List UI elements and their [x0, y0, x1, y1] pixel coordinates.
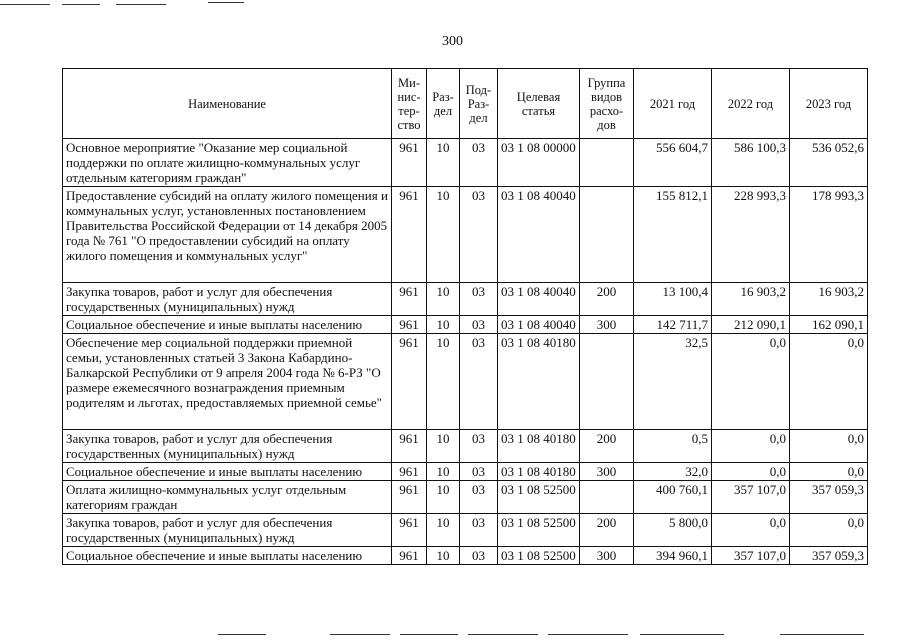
row-2021: 142 711,7	[634, 316, 712, 334]
header-ministry: Ми-нис-тер-ство	[392, 69, 427, 139]
row-2022: 0,0	[712, 514, 790, 547]
row-subsection: 03	[460, 481, 498, 514]
row-2022: 357 107,0	[712, 481, 790, 514]
row-target: 03 1 08 40180	[498, 463, 580, 481]
row-expense-group: 300	[580, 547, 634, 565]
row-section: 10	[427, 187, 460, 283]
row-section: 10	[427, 514, 460, 547]
row-ministry: 961	[392, 187, 427, 283]
row-subsection: 03	[460, 547, 498, 565]
row-2022: 0,0	[712, 334, 790, 430]
row-subsection: 03	[460, 430, 498, 463]
row-expense-group: 300	[580, 463, 634, 481]
row-expense-group: 200	[580, 430, 634, 463]
row-ministry: 961	[392, 139, 427, 187]
row-2023: 357 059,3	[790, 547, 868, 565]
scan-line-top	[0, 4, 50, 5]
row-2021: 394 960,1	[634, 547, 712, 565]
row-2021: 400 760,1	[634, 481, 712, 514]
table-row	[63, 283, 868, 316]
row-2022: 0,0	[712, 463, 790, 481]
row-expense-group: 300	[580, 316, 634, 334]
row-ministry: 961	[392, 481, 427, 514]
row-2023: 0,0	[790, 514, 868, 547]
row-2023: 0,0	[790, 430, 868, 463]
header-name: Наименование	[63, 69, 392, 139]
header-subsection: Под-Раз-дел	[460, 69, 498, 139]
row-2023: 0,0	[790, 463, 868, 481]
row-expense-group	[580, 139, 634, 187]
row-subsection: 03	[460, 463, 498, 481]
scan-line-bottom	[218, 634, 266, 635]
row-2023: 178 993,3	[790, 187, 868, 283]
scan-line-top	[208, 2, 244, 3]
page-number: 300	[442, 34, 463, 49]
row-target: 03 1 08 40040	[498, 316, 580, 334]
row-name: Социальное обеспечение и иные выплаты населению	[63, 316, 392, 334]
table-row	[63, 514, 868, 547]
row-name: Закупка товаров, работ и услуг для обеспечения государственных (муниципальных) нужд	[63, 283, 392, 316]
row-section: 10	[427, 463, 460, 481]
row-target: 03 1 08 40040	[498, 283, 580, 316]
header-target: Целевая статья	[498, 69, 580, 139]
row-2022: 357 107,0	[712, 547, 790, 565]
table-row	[63, 187, 868, 283]
table-row	[63, 316, 868, 334]
row-section: 10	[427, 430, 460, 463]
scan-line-bottom	[468, 634, 538, 635]
row-2021: 155 812,1	[634, 187, 712, 283]
budget-table	[62, 68, 868, 565]
scan-line-bottom	[548, 634, 628, 635]
row-ministry: 961	[392, 283, 427, 316]
row-2021: 5 800,0	[634, 514, 712, 547]
row-2023: 162 090,1	[790, 316, 868, 334]
header-2021: 2021 год	[634, 69, 712, 139]
header-section: Раз-дел	[427, 69, 460, 139]
row-2022: 0,0	[712, 430, 790, 463]
row-name: Основное мероприятие "Оказание мер социальной поддержки по оплате жилищно-коммунальных услуг отдельным категориям граждан"	[63, 139, 392, 187]
row-expense-group	[580, 481, 634, 514]
table-row	[63, 547, 868, 565]
table-row	[63, 463, 868, 481]
row-ministry: 961	[392, 316, 427, 334]
header-2022: 2022 год	[712, 69, 790, 139]
header-expense-group: Группа видов расхо-дов	[580, 69, 634, 139]
header-2023: 2023 год	[790, 69, 868, 139]
row-2021: 0,5	[634, 430, 712, 463]
scan-line-bottom	[640, 634, 724, 635]
row-2023: 0,0	[790, 334, 868, 430]
row-name: Закупка товаров, работ и услуг для обеспечения государственных (муниципальных) нужд	[63, 430, 392, 463]
row-target: 03 1 08 00000	[498, 139, 580, 187]
row-section: 10	[427, 139, 460, 187]
row-ministry: 961	[392, 430, 427, 463]
row-name: Предоставление субсидий на оплату жилого помещения и коммунальных услуг, установленных постановлением Правительства Российской Федерации от 14 декабря 2005 года № 761 "О предоставлении субсидий на оплату жилого помещения и коммунальных услуг"	[63, 187, 392, 283]
row-2023: 357 059,3	[790, 481, 868, 514]
scan-line-top	[116, 4, 166, 5]
row-subsection: 03	[460, 316, 498, 334]
row-2022: 212 090,1	[712, 316, 790, 334]
row-2021: 32,5	[634, 334, 712, 430]
row-ministry: 961	[392, 547, 427, 565]
row-expense-group: 200	[580, 514, 634, 547]
row-name: Закупка товаров, работ и услуг для обеспечения государственных (муниципальных) нужд	[63, 514, 392, 547]
row-2021: 556 604,7	[634, 139, 712, 187]
scan-line-bottom	[780, 634, 864, 635]
table-row	[63, 481, 868, 514]
row-section: 10	[427, 283, 460, 316]
table-row	[63, 430, 868, 463]
scan-line-bottom	[400, 634, 458, 635]
row-target: 03 1 08 52500	[498, 547, 580, 565]
table-row	[63, 139, 868, 187]
row-subsection: 03	[460, 187, 498, 283]
row-2021: 32,0	[634, 463, 712, 481]
row-section: 10	[427, 547, 460, 565]
row-section: 10	[427, 316, 460, 334]
row-name: Обеспечение мер социальной поддержки приемной семьи, установленных статьей 3 Закона Кабардино-Балкарской Республики от 9 апреля 2004 года № 6-РЗ "О размере ежемесячного вознаграждения приемным родителям и льготах, предоставляемых приемной семье"	[63, 334, 392, 430]
row-ministry: 961	[392, 463, 427, 481]
row-expense-group: 200	[580, 283, 634, 316]
table-header-row	[63, 69, 868, 139]
table-row	[63, 334, 868, 430]
row-ministry: 961	[392, 334, 427, 430]
scan-line-top	[62, 4, 100, 5]
row-2023: 16 903,2	[790, 283, 868, 316]
row-2023: 536 052,6	[790, 139, 868, 187]
row-name: Социальное обеспечение и иные выплаты населению	[63, 547, 392, 565]
row-subsection: 03	[460, 334, 498, 430]
row-target: 03 1 08 40180	[498, 334, 580, 430]
row-2022: 228 993,3	[712, 187, 790, 283]
row-subsection: 03	[460, 514, 498, 547]
row-section: 10	[427, 481, 460, 514]
row-expense-group	[580, 187, 634, 283]
row-2022: 586 100,3	[712, 139, 790, 187]
row-target: 03 1 08 52500	[498, 514, 580, 547]
row-name: Оплата жилищно-коммунальных услуг отдельным категориям граждан	[63, 481, 392, 514]
row-expense-group	[580, 334, 634, 430]
row-target: 03 1 08 52500	[498, 481, 580, 514]
row-ministry: 961	[392, 514, 427, 547]
scan-line-bottom	[330, 634, 390, 635]
row-2022: 16 903,2	[712, 283, 790, 316]
row-2021: 13 100,4	[634, 283, 712, 316]
row-subsection: 03	[460, 139, 498, 187]
row-name: Социальное обеспечение и иные выплаты населению	[63, 463, 392, 481]
row-target: 03 1 08 40040	[498, 187, 580, 283]
row-section: 10	[427, 334, 460, 430]
row-target: 03 1 08 40180	[498, 430, 580, 463]
row-subsection: 03	[460, 283, 498, 316]
